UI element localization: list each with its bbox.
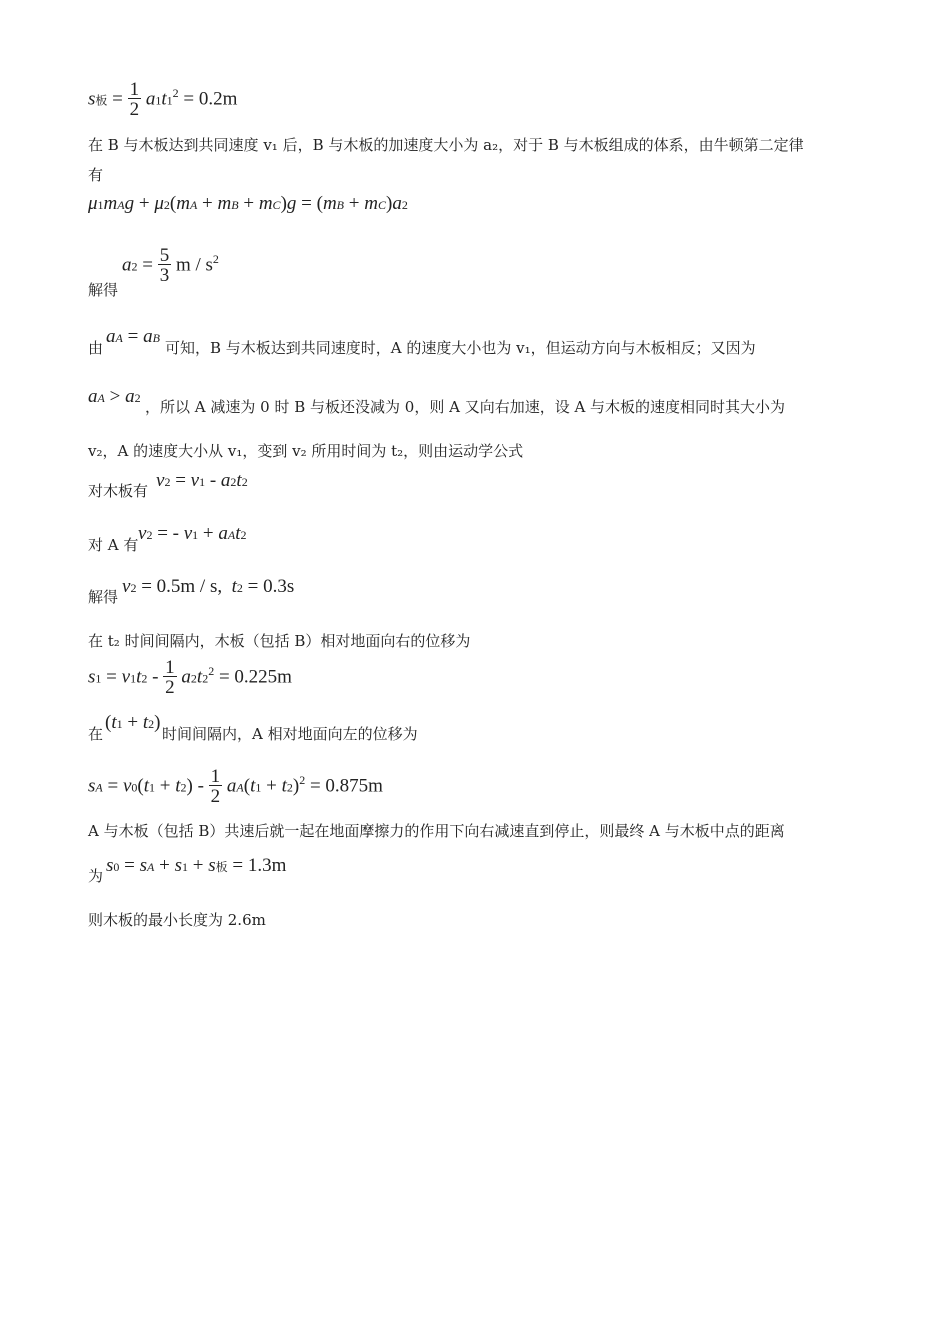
text-line-7: 对木板有 xyxy=(88,482,149,500)
text-line-14: 则木板的最小长度为 2.6m xyxy=(88,911,266,929)
t2-value: 0.3s xyxy=(263,576,295,597)
board-subscript: 板 xyxy=(95,93,108,108)
text-line-13: 为 xyxy=(88,867,104,885)
equation-s-board: s板 = $\frac{1}{2} a1t1^2 = 0.2m$ xyxy=(88,79,238,120)
equation-t1-plus-t2: (t1 + t2) xyxy=(105,712,161,733)
text-line-12: A 与木板（包括 B）共速后就一起在地面摩擦力的作用下向右减速直到停止，则最终 A 与木板中点的距离 xyxy=(88,822,785,840)
equation-a2: $a2 = \frac{5}{3}$ m / $s^2$ xyxy=(122,245,219,286)
s-board-value: 0.2m xyxy=(198,88,238,110)
text-line-4a: 由 xyxy=(88,339,104,357)
s0-value: 1.3m xyxy=(247,855,287,876)
equation-s0: s0 = sA + s1 + s板 = 1.3m xyxy=(106,855,287,876)
sA-value: 0.875m xyxy=(325,775,383,797)
text-line-8: 对 A 有 xyxy=(88,536,139,554)
text-line-10: 在 t₂ 时间间隔内，木板（包括 B）相对地面向右的位移为 xyxy=(88,632,471,650)
equation-s1: $s1 = v1t2 - \frac{1}{2} a2t2^2 = 0.225m$ xyxy=(88,657,292,698)
equation-newton-second-law: μ1mAg + μ2(mA + mB + mC)g = (mB + mC)a2 xyxy=(88,193,408,214)
v2-value: 0.5m / s xyxy=(156,576,218,597)
text-line-11a: 在 xyxy=(88,725,104,743)
equation-sA: sA = $v0(t1 + t2) - \frac{1}{2} aA(t1 + t2)^2 = 0.875m$ xyxy=(88,766,383,807)
board-subscript-2: 板 xyxy=(215,860,228,874)
equation-board-velocity: v2 = v1 - a2t2 xyxy=(156,470,248,491)
s1-value: 0.225m xyxy=(234,666,292,688)
text-line-11b: 时间间隔内，A 相对地面向左的位移为 xyxy=(162,725,418,743)
equation-aA-gt-a2: aA > a2 xyxy=(88,386,141,407)
text-line-9: 解得 xyxy=(88,588,119,606)
text-line-6: v₂，A 的速度大小从 v₁，变到 v₂ 所用时间为 t₂，则由运动学公式 xyxy=(88,442,524,460)
text-line-2: 有 xyxy=(88,166,104,184)
text-line-5: ，所以 A 减速为 0 时 B 与板还没减为 0，则 A 又向右加速，设 A 与木板的速度相同时其大小为 xyxy=(145,398,786,416)
text-line-3: 解得 xyxy=(88,281,119,299)
equation-aA-eq-aB: aA = aB xyxy=(106,326,160,347)
equation-v2-t2: v2 = 0.5m / s, t2 = 0.3s xyxy=(122,576,295,597)
a2-unit: m / s xyxy=(175,254,213,276)
text-line-4b: 可知，B 与木板达到共同速度时，A 的速度大小也为 v₁，但运动方向与木板相反；又因为 xyxy=(165,339,756,357)
text-line-1: 在 B 与木板达到共同速度 v₁ 后，B 与木板的加速度大小为 a₂，对于 B 与木板组成的体系，由牛顿第二定律 xyxy=(88,136,804,154)
equation-A-velocity: v2 = - v1 + aAt2 xyxy=(138,523,247,544)
